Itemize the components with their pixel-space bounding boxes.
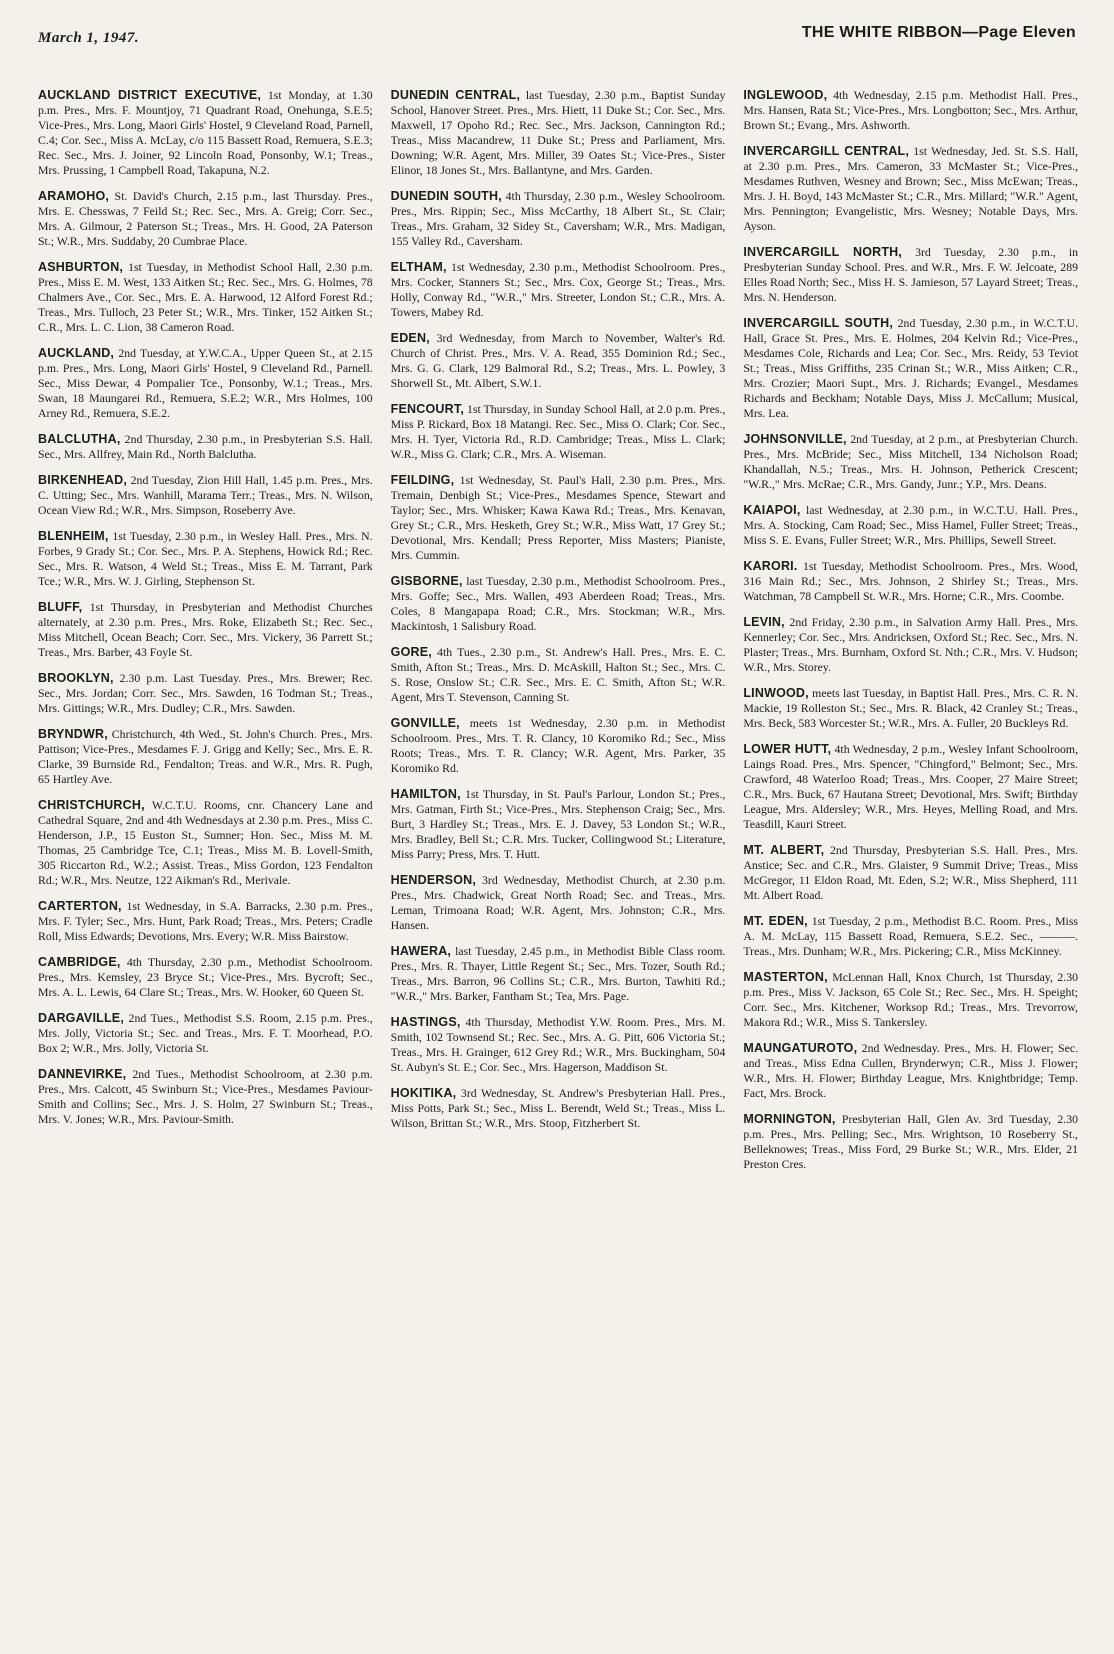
branch-name: AUCKLAND, <box>38 346 115 360</box>
branch-entry <box>743 144 1078 234</box>
branch-name: MAUNGATUROTO, <box>743 1041 858 1055</box>
branch-name: EDEN, <box>390 331 430 345</box>
branch-name: CAMBRIDGE, <box>38 955 121 969</box>
branch-details: 3rd Wednesday, from March to November, Walter's Rd. Church of Christ. Pres., Mrs. V. A. Read, 355 Dominion Rd.; Sec., Mrs. G. G. Clark, 129 Balmoral Rd., S.2; Treas., Mrs. L. Powley, 3 Shorwell St., Mt. Albert, S.W.1. <box>390 331 726 390</box>
branch-name: BIRKENHEAD, <box>38 473 128 487</box>
branch-name: HAWERA, <box>390 944 452 958</box>
branch-entry <box>38 727 373 787</box>
branch-name: DARGAVILLE, <box>38 1011 124 1025</box>
branch-name: ELTHAM, <box>390 260 447 274</box>
branch-details: 2.30 p.m. Last Tuesday. Pres., Mrs. Brewer; Rec. Sec., Mrs. Jordan; Corr. Sec., Mrs. Sawden, 16 Todman St.; Treas., Mrs. Gittings; W.R., Mrs. Dudley; C.R., Mrs. Sawden. <box>38 671 373 715</box>
branch-name: BLUFF, <box>38 600 83 614</box>
page-header <box>38 22 1076 48</box>
branch-entry <box>743 615 1078 675</box>
branch-entry <box>391 1015 726 1075</box>
branch-entry <box>743 316 1078 421</box>
branch-entry <box>391 260 726 320</box>
branch-entry <box>743 559 1078 604</box>
branch-details: 2nd Tuesday, Zion Hill Hall, 1.45 p.m. Pres., Mrs. C. Utting; Sec., Mrs. Wanhill, Marama Terr.; Treas., Mrs. N. Wilson, Ocean View Rd.; W.R., Mrs. Simpson, Roseberry Ave. <box>38 473 373 517</box>
branch-entry <box>391 331 726 391</box>
branch-details: meets last Tuesday, in Baptist Hall. Pres., Mrs. C. R. N. Mackie, 19 Rolleston St.; Sec., Mrs. R. Black, 42 Cranley St.; Treas., Mrs. Beck, 583 Worcester St.; W.R., Mrs. A. Fuller, 20 Buckleys Rd. <box>743 686 1079 730</box>
branch-details: McLennan Hall, Knox Church, 1st Thursday, 2.30 p.m. Pres., Miss V. Jackson, 65 Cole St.; Rec. Sec., Mrs. H. Speight; Corr. Sec., Mrs. Kitchener, Worksop Rd.; Treas., Mrs. Trevorrow, Makora Rd.; W.R., Miss S. Tankersley. <box>743 970 1079 1029</box>
branch-name: LINWOOD, <box>743 686 809 700</box>
branch-name: MASTERTON, <box>743 970 828 984</box>
branch-details: 1st Wednesday, 2.30 p.m., Methodist Schoolroom. Pres., Mrs. Cocker, Stanners St.; Sec., Mrs. Cox, George St.; Treas., Mrs. Holly, Conway Rd., "W.R.," Mrs. Streeter, London St.; C.R., Mrs. A. Towers, Mabey Rd. <box>390 260 726 319</box>
branch-name: LEVIN, <box>743 615 785 629</box>
branch-details: meets 1st Wednesday, 2.30 p.m. in Methodist Schoolroom. Pres., Mrs. T. R. Clancy, 10 Koromiko Rd.; Sec., Miss Roots; Treas., Mrs. T. R. Clancy; W.R. Agent, Mrs. Parker, 35 Koromiko Rd. <box>390 716 726 775</box>
branch-entry <box>743 914 1078 959</box>
branch-name: JOHNSONVILLE, <box>743 432 847 446</box>
masthead: THE WHITE RIBBON—Page Eleven <box>801 24 1076 41</box>
branch-entry <box>391 574 726 634</box>
branch-entry <box>38 189 373 249</box>
branch-name: ASHBURTON, <box>38 260 124 274</box>
branch-details: last Wednesday, at 2.30 p.m., in W.C.T.U. Hall. Pres., Mrs. A. Stocking, Cam Road; Sec., Miss Hamel, Fuller Street; Treas., Miss S. E. Evans, Fuller Street; W.R., Mrs. Phillips, Sewell Street. <box>743 503 1079 547</box>
directory-columns <box>38 88 1078 1644</box>
branch-details: 4th Wednesday, 2.15 p.m. Methodist Hall. Pres., Mrs. Hansen, Rata St.; Vice-Pres., Mrs. Longbotton; Sec., Mrs. Arthur, Brown St.; Evang., Mrs. Ashworth. <box>743 88 1079 132</box>
branch-entry <box>743 1112 1078 1172</box>
branch-details: 3rd Tuesday, 2.30 p.m., in Presbyterian Sunday School. Pres. and W.R., Mrs. F. W. Jelcoate, 289 Elles Road North; Sec., Miss H. S. Jamieson, 57 Layard Street; Treas., Mrs. N. Henderson. <box>743 245 1079 304</box>
branch-details: 1st Thursday, in St. Paul's Parlour, London St.; Pres., Mrs. Gatman, Firth St.; Vice-Pres., Mrs. Stephenson Craig; Sec., Mrs. Burt, 3 Hardley St.; Treas., Mrs. E. J. Davey, 53 London St.; W.R., Mrs. Bradley, Bell St.; C.R. Mrs. Tucker, Collingwood St.; Literature, Miss Parry; Press, Mrs. T. Hutt. <box>390 787 726 861</box>
branch-name: GORE, <box>390 645 432 659</box>
branch-details: 2nd Thursday, 2.30 p.m., in Presbyterian S.S. Hall. Sec., Mrs. Allfrey, Main Rd., North Balclutha. <box>38 432 373 461</box>
branch-entry <box>38 88 373 178</box>
branch-entry <box>38 346 373 421</box>
branch-entry <box>38 260 373 335</box>
branch-entry <box>38 798 373 888</box>
branch-name: BRYNDWR, <box>38 727 108 741</box>
branch-entry <box>391 787 726 862</box>
branch-details: 3rd Wednesday, Methodist Church, at 2.30 p.m. Pres., Mrs. Chadwick, Great North Road; Sec. and Treas., Mrs. Leman, Trimoana Road; W.R. Agent, Mrs. Johnston; C.R., Mrs. Hansen. <box>390 873 726 932</box>
branch-entry <box>38 600 373 660</box>
branch-entry <box>391 1086 726 1131</box>
branch-details: W.C.T.U. Rooms, cnr. Chancery Lane and Cathedral Square, 2nd and 4th Wednesdays at 2.30 p.m. Pres., Miss C. Henderson, J.P., 15 Euston St., Sumner; Hon. Sec., Miss M. M. Thomas, 25 Cambridge Tce, C.1; Treas., Miss M. B. Lovell-Smith, 305 Riccarton Rd., W.2.; Assist. Treas., Miss Gordon, 123 Fendalton Rd.; W.R., Mrs. Neutze, 122 Aikman's Rd., Merivale. <box>38 798 373 887</box>
branch-name: BROOKLYN, <box>38 671 114 685</box>
branch-entry <box>391 716 726 776</box>
branch-details: last Tuesday, 2.30 p.m., Baptist Sunday School, Hanover Street. Pres., Mrs. Hiett, 11 Duke St.; Cor. Sec., Mrs. Maxwell, 17 Opoho Rd.; Rec. Sec., Mrs. Jackson, Cannington Rd.; Treas., Miss Macandrew, 11 Duke St.; Press and Parliament, Mrs. Downing; W.R. Agent, Mrs. Miller, 39 Oates St.; Vice-Pres., Sister Elinor, 18 Jones St., Mrs. Ballantyne, and Mrs. Garden. <box>390 88 726 177</box>
branch-name: KARORI. <box>743 559 798 573</box>
branch-name: CHRISTCHURCH, <box>38 798 145 812</box>
branch-name: HOKITIKA, <box>390 1086 457 1100</box>
branch-name: INVERCARGILL NORTH, <box>743 245 903 259</box>
branch-details: 2nd Tuesday, at Y.W.C.A., Upper Queen St., at 2.15 p.m. Pres., Mrs. Long, Maori Girls' Hostel, 9 Cleveland Rd., Parnell. Sec., Miss Dewar, 4 Pompalier Tce., Ponsonby, W.1.; Treas., Mrs. Swan, 18 Maungarei Rd., Remuera, S.E.2; W.R., Mrs Holmes, 100 Arney Rd., Remuera, S.E.2. <box>38 346 373 420</box>
branch-name: AUCKLAND DISTRICT EXECUTIVE, <box>38 88 262 102</box>
branch-details: 2nd Tuesday, 2.30 p.m., in W.C.T.U. Hall, Grace St. Pres., Mrs. E. Holmes, 204 Kelvin Rd.; Vice-Pres., Mesdames Cole, Richards and Lea; Cor. Sec., Mrs. Reidy, 53 Teviot St.; Treas., Miss Griffiths, 235 Crinan St.; W.R., Miss Aitken; C.R., Mrs. Crozier; Maori Supt., Mrs. J. Richards; Evangel., Mesdames Richards and Beckham; Notable Days, Miss J. McCallum; Musical, Mrs. Lea. <box>743 316 1079 420</box>
column-3 <box>743 88 1078 1644</box>
branch-name: BALCLUTHA, <box>38 432 121 446</box>
branch-name: DUNEDIN SOUTH, <box>390 189 502 203</box>
branch-name: MT. EDEN, <box>743 914 808 928</box>
branch-details: 1st Thursday, in Presbyterian and Methodist Churches alternately, at 2.30 p.m. Pres., Mrs. Roke, Elizabeth St.; Rec. Sec., Miss Mitchell, Ocean Beach; Corr. Sec., Mrs. Vickery, 36 Parrett St.; Treas., Mrs. Barber, 43 Foyle St. <box>38 600 373 659</box>
branch-entry <box>743 742 1078 832</box>
branch-entry <box>743 843 1078 903</box>
branch-entry <box>391 88 726 178</box>
branch-details: 4th Thursday, 2.30 p.m., Methodist Schoolroom. Pres., Mrs. Kemsley, 23 Bryce St.; Vice-Pres., Mrs. Bycroft; Sec., Mrs. A. L. Lewis, 64 Clare St.; Treas., Mrs. W. Hooker, 60 Queen St. <box>38 955 373 999</box>
branch-name: FEILDING, <box>390 473 455 487</box>
branch-details: 4th Wednesday, 2 p.m., Wesley Infant Schoolroom, Laings Road. Pres., Mrs. Spencer, "Chingford," Belmont; Sec., Mrs. Crawford, 48 Waterloo Road; Treas., Mrs. Cooper, 27 Maire Street; C.R., Mrs. Buck, 67 Hautana Street; Devotional, Mrs. Swift; Birthday League, Mrs. Aldersley; W.R., Mrs. Heyes, Melling Road, and Mrs. Teasdill, Kauri Street. <box>743 742 1079 831</box>
branch-name: HENDERSON, <box>390 873 477 887</box>
branch-details: 4th Thursday, Methodist Y.W. Room. Pres., Mrs. M. Smith, 102 Townsend St.; Rec. Sec., Mrs. A. G. Pitt, 606 Victoria St.; Treas., Mrs. H. Grainger, 612 Grey Rd.; W.R., Mrs. Buckingham, 504 St. Aubyn's St. E.; Cor. Sec., Mrs. Hagerson, Maddison St. <box>390 1015 726 1074</box>
branch-name: ARAMOHO, <box>38 189 110 203</box>
branch-name: MT. ALBERT, <box>743 843 825 857</box>
branch-entry <box>391 189 726 249</box>
branch-details: 1st Wednesday, Jed. St. S.S. Hall, at 2.30 p.m. Pres., Mrs. Cameron, 33 McMaster St.; Vice-Pres., Mesdames Ruthven, Wesney and Brown; Sec., Miss McEwan; Treas., Mrs. J. H. Boyd, 143 McMaster St.; C.R., Mrs. Millard; "W.R." Agent, Mrs. Pennington; Evangelistic, Mrs. Wesney; Notable Days, Mrs. Ayson. <box>743 144 1079 233</box>
branch-entry <box>743 503 1078 548</box>
branch-details: 2nd Tuesday, at 2 p.m., at Presbyterian Church. Pres., Mrs. McBride; Sec., Miss Mitchell, 134 Nicholson Road; Khandallah, N.5.; Treas., Mrs. H. Johnson, Petherick Crescent; "W.R.," Mrs. McRae; C.R., Mrs. Gandy, Junr.; Y.P., Mrs. Deans. <box>743 432 1079 491</box>
branch-entry <box>38 473 373 518</box>
branch-name: INVERCARGILL CENTRAL, <box>743 144 910 158</box>
branch-entry <box>38 1067 373 1127</box>
branch-name: DANNEVIRKE, <box>38 1067 127 1081</box>
branch-entry <box>38 1011 373 1056</box>
branch-name: HASTINGS, <box>390 1015 461 1029</box>
branch-entry <box>743 432 1078 492</box>
branch-name: LOWER HUTT, <box>743 742 832 756</box>
branch-entry <box>743 245 1078 305</box>
branch-details: 1st Wednesday, in S.A. Barracks, 2.30 p.m. Pres., Mrs. F. Tyler; Sec., Mrs. Hunt, Park Road; Treas., Mrs. Peters; Cradle Roll, Miss Edwards; Devotions, Mrs. Every; W.R. Miss Bairstow. <box>38 899 373 943</box>
branch-details: 4th Tues., 2.30 p.m., St. Andrew's Hall. Pres., Mrs. E. C. Smith, Afton St.; Treas., Mrs. D. McAskill, Halton St.; Sec., Mrs. C. S. Rose, Onslow St.; C.R. Sec., Mrs. E. C. Smith, Afton St.; W.R. Agent, Mrs T. Stevenson, Canning St. <box>390 645 726 704</box>
column-2 <box>391 88 726 1644</box>
branch-details: 2nd Tues., Methodist Schoolroom, at 2.30 p.m. Pres., Mrs. Calcott, 45 Swinburn St.; Vice-Pres., Mesdames Paviour-Smith and Collins; Sec., Mrs. J. S. Holm, 27 Swinburn St.; Treas., Mrs. V. Jones; W.R., Mrs. Paviour-Smith. <box>38 1067 373 1126</box>
branch-details: 2nd Thursday, Presbyterian S.S. Hall. Pres., Mrs. Anstice; Sec. and C.R., Mrs. Glaister, 9 Summit Drive; Treas., Miss McGregor, 11 Eldon Road, Mt. Eden, S.2; W.R., Miss Shepherd, 111 Mt. Albert Road. <box>743 843 1079 902</box>
branch-details: 3rd Wednesday, St. Andrew's Presbyterian Hall. Pres., Miss Potts, Park St.; Sec., Miss L. Berendt, Weld St.; Treas., Miss L. Wilson, Brittan St.; W.R., Mrs. Stoop, Fitzherbert St. <box>390 1086 726 1130</box>
branch-details: 4th Thursday, 2.30 p.m., Wesley Schoolroom. Pres., Mrs. Rippin; Sec., Miss McCarthy, 18 Albert St., St. Clair; Treas., Mrs. Graham, 32 Sidey St., Caversham; W.R., Mrs. Madigan, 155 Valley Rd., Caversham. <box>390 189 726 248</box>
branch-entry <box>38 529 373 589</box>
branch-entry <box>743 88 1078 133</box>
branch-name: HAMILTON, <box>390 787 461 801</box>
branch-name: INVERCARGILL SOUTH, <box>743 316 894 330</box>
issue-date: March 1, 1947. <box>38 30 140 46</box>
branch-name: MORNINGTON, <box>743 1112 836 1126</box>
branch-details: 2nd Tues., Methodist S.S. Room, 2.15 p.m. Pres., Mrs. Jolly, Victoria St.; Sec. and Treas., Mrs. F. T. Moorhead, P.O. Box 2; W.R., Mrs. Jolly, Victoria St. <box>38 1011 373 1055</box>
branch-entry <box>38 671 373 716</box>
branch-entry <box>391 402 726 462</box>
branch-name: CARTERTON, <box>38 899 122 913</box>
branch-name: INGLEWOOD, <box>743 88 828 102</box>
branch-details: 1st Tuesday, Methodist Schoolroom. Pres., Mrs. Wood, 316 Main Rd.; Sec., Mrs. Johnson, 2 Shirley St.; Treas., Mrs. Watchman, 78 Campbell St. W.R., Mrs. Horne; C.R., Mrs. Coombe. <box>743 559 1079 603</box>
branch-details: last Tuesday, 2.45 p.m., in Methodist Bible Class room. Pres., Mrs. R. Thayer, Little Regent St.; Sec., Mrs. Tozer, South Rd.; Treas., Mrs. Barron, 96 Collins St.; C.R., Mrs. Burton, Tawhiti Rd.; "W.R.," Mrs. Barker, Fantham St.; Tea, Mrs. Page. <box>390 944 726 1003</box>
branch-entry <box>743 970 1078 1030</box>
branch-name: BLENHEIM, <box>38 529 109 543</box>
branch-details: 2nd Wednesday. Pres., Mrs. H. Flower; Sec. and Treas., Miss Edna Cullen, Brynderwyn; C.R., Miss J. Flower; W.R., Mrs. H. Flower; Birthday League, Mrs. Knightbridge; Temp. Fact, Mrs. Brock. <box>743 1041 1079 1100</box>
branch-entry <box>391 873 726 933</box>
branch-details: 1st Wednesday, St. Paul's Hall, 2.30 p.m. Pres., Mrs. Tremain, Denbigh St.; Vice-Pres., Mesdames Spence, Stewart and Taylor; Sec., Mrs. Whisker; Kawa Kawa Rd.; Treas., Mrs. Kenavan, Grey St.; C.R., Mrs. Hesketh, Grey St.; W.R., Miss Watt, 17 Grey St.; Devotional, Mrs. Kendall; Press Reporter, Miss Masters; Pianiste, Mrs. Cummin. <box>390 473 726 562</box>
branch-name: DUNEDIN CENTRAL, <box>390 88 521 102</box>
branch-details: Christchurch, 4th Wed., St. John's Church. Pres., Mrs. Pattison; Vice-Pres., Mesdames F. J. Grigg and Kelly; Sec., Mrs. E. R. Clarke, 39 Burnside Rd., Fendalton; Treas. and W.R., Mrs. R. Pugh, 65 Hartley Ave. <box>38 727 373 786</box>
branch-details: Presbyterian Hall, Glen Av. 3rd Tuesday, 2.30 p.m. Pres., Mrs. Pelling; Sec., Mrs. Wrightson, 10 Roseberry St., Belleknowes; Treas., Miss Ford, 29 Burke St.; W.R., Mrs. Elder, 21 Preston Cres. <box>743 1112 1079 1171</box>
branch-entry <box>38 432 373 462</box>
branch-details: 1st Tuesday, 2 p.m., Methodist B.C. Room. Pres., Miss A. M. McLay, 115 Bassett Road, Remuera, S.E.2. Sec., ———. Treas., Mrs. Dunham; W.R., Mrs. Pickering; C.R., Miss McKinney. <box>743 914 1079 958</box>
branch-entry <box>391 473 726 563</box>
branch-entry <box>743 686 1078 731</box>
branch-name: KAIAPOI, <box>743 503 801 517</box>
branch-name: FENCOURT, <box>390 402 464 416</box>
branch-entry <box>391 944 726 1004</box>
branch-details: last Tuesday, 2.30 p.m., Methodist Schoolroom. Pres., Mrs. Goffe; Sec., Mrs. Wallen, 493 Aberdeen Road; Treas., Mrs. Coles, 8 Mangapapa Road; C.R., Mrs. Stockman; W.R., Mrs. Mackintosh, 1 Salisbury Road. <box>390 574 726 633</box>
branch-entry <box>38 955 373 1000</box>
branch-details: 1st Tuesday, in Methodist School Hall, 2.30 p.m. Pres., Miss E. M. West, 133 Aitken St.; Rec. Sec., Mrs. G. Holmes, 78 Chalmers Ave., Cor. Sec., Mrs. E. A. Harwood, 12 Alford Forest Rd.; Treas., Mrs. Tulloch, 23 Peter St.; W.R., Mrs. Tinker, 152 Aitken St.; C.R., Mrs. L. C. Lion, 38 Cameron Road. <box>38 260 373 334</box>
branch-entry <box>38 899 373 944</box>
branch-details: 1st Tuesday, 2.30 p.m., in Wesley Hall. Pres., Mrs. N. Forbes, 9 Grady St.; Cor. Sec., Mrs. P. A. Stephens, Howick Rd.; Rec. Sec., Mrs. R. Watson, 4 Weld St.; Treas., Miss E. M. Tarrant, Park Tce.; W.R., Mrs. W. J. Girling, Stephenson St. <box>38 529 373 588</box>
branch-entry <box>391 645 726 705</box>
branch-details: 1st Monday, at 1.30 p.m. Pres., Mrs. F. Mountjoy, 71 Quadrant Road, Onehunga, S.E.5; Vice-Pres., Mrs. Long, Maori Girls' Hostel, 9 Cleveland Road, Parnell, C.4; Cor. Sec., Miss A. McLay, c/o 115 Bassett Road, Remuera, S.E.3; Rec. Sec., Mrs. J. Joiner, 92 Lincoln Road, Ponsonby, W.1; Treas., Mrs. Prussing, 1 Campbell Road, Takapuna, N.2. <box>38 88 373 177</box>
branch-details: St. David's Church, 2.15 p.m., last Thursday. Pres., Mrs. E. Chesswas, 7 Feild St.; Rec. Sec., Mrs. A. Greig; Corr. Sec., Mrs. A. Gilmour, 2 Paterson St.; Treas., Mrs. H. Good, 2A Paterson St.; W.R., Mrs. Suddaby, 20 Cumbrae Place. <box>38 189 373 248</box>
branch-entry <box>743 1041 1078 1101</box>
branch-details: 1st Thursday, in Sunday School Hall, at 2.0 p.m. Pres., Miss P. Rickard, Box 18 Matangi. Rec. Sec., Miss O. Clark; Cor. Sec., Mrs. H. Tyer, Victoria Rd., R.D. Cambridge; Treas., Miss L. Clark; W.R., Miss G. Clark; C.R., Mrs. A. Wiseman. <box>390 402 726 461</box>
branch-details: 2nd Friday, 2.30 p.m., in Salvation Army Hall. Pres., Mrs. Kennerley; Cor. Sec., Mrs. Andricksen, Oxford St.; Rec. Sec., Mrs. N. Plaster; Treas., Mrs. Burnham, Oxford St. Nth.; C.R., Mrs. V. Hudson; W.R., Mrs. Storey. <box>743 615 1079 674</box>
branch-name: GISBORNE, <box>390 574 463 588</box>
branch-name: GONVILLE, <box>390 716 460 730</box>
column-1 <box>38 88 373 1644</box>
